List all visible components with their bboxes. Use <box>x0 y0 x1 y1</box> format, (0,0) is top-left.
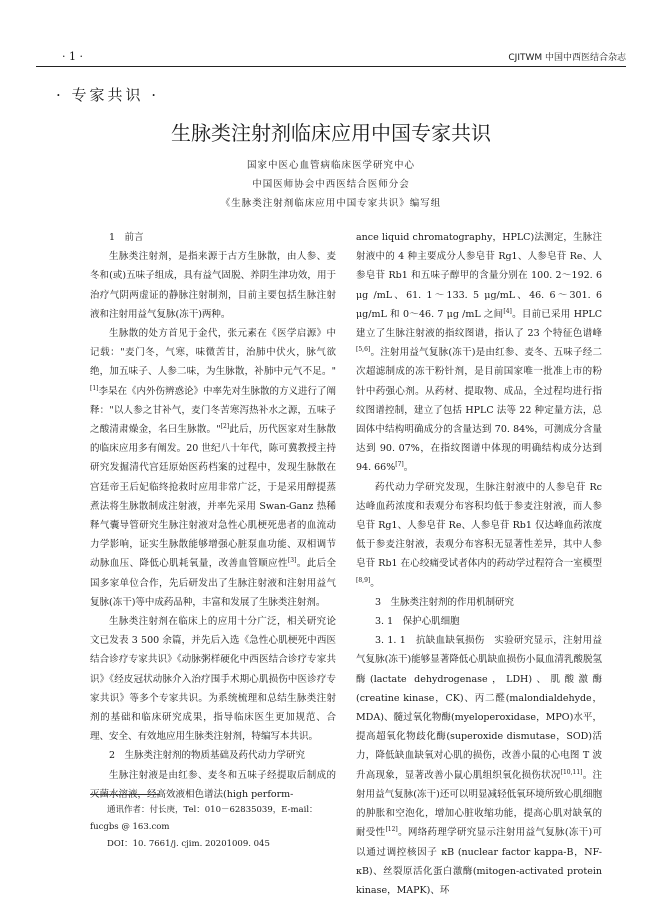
citation: [1] <box>90 384 99 392</box>
left-column <box>90 228 336 804</box>
journal-name: CJITWM 中国中西医结合杂志 <box>508 53 626 63</box>
paragraph: 生脉注射液是由红参、麦冬和五味子经提取后制成的灭菌水溶液，经高效液相色谱法(high perform- <box>90 769 336 800</box>
paragraph: 生脉类注射剂在临床上的应用十分广泛，相关研究论文已发表 3 500 余篇，并先后入选《急性心肌梗死中西医结合诊疗专家共识》《动脉粥样硬化中西医结合诊疗专家共识》《经皮冠状动脉介入治疗围手术期心肌损伤中医诊疗专家共识》等多个专家共识。为系统梳理和总结生脉类注射剂的基础和临床研究成果，指导临床医生更加规范、合理、安全、有效地应用生脉类注射剂，特编写本共识。 <box>90 616 336 743</box>
section-heading: 2 生脉类注射剂的物质基础及药代动力学研究 <box>109 750 306 762</box>
subsection-heading: 3. 1 保护心肌细胞 <box>375 616 460 628</box>
citation: [2] <box>220 422 230 430</box>
section-heading: 1 前言 <box>109 232 144 243</box>
citation: [8,9] <box>356 576 371 584</box>
citation: [7] <box>395 461 404 469</box>
paper-title: 生脉类注射剂临床应用中国专家共识 <box>171 121 491 145</box>
paragraph: 生脉类注射剂，是指来源于古方生脉散，由人参、麦冬和(或)五味子组成，具有益气固脱、养阴生津功效，用于治疗气阴两虚证的静脉注射制剂，目前主要包括生脉注射液和注射用益气复脉(冻干)两种。 <box>90 251 336 320</box>
author-line: 国家中医心血管病临床医学研究中心 <box>246 160 415 171</box>
section-heading: 3 生脉类注射剂的作用机制研究 <box>375 596 515 608</box>
paragraph: 药代动力学研究发现，生脉注射液中的人参皂苷 Rc 达峰血药浓度和表观分布容积均低于参麦注射液，而人参皂苷 Rg1、人参皂苷 Re、人参皂苷 Rb1 仅达峰血药浓度低于参麦注射液，表观分布容积无显著性差异，其中人参皂苷 Rb1 在心绞痛受试者体内的药动学过程符合一室模型[8,9]。 <box>356 481 602 589</box>
right-column <box>356 228 602 900</box>
author-line: 《生脉类注射剂临床应用中国专家共识》编写组 <box>220 198 442 209</box>
footnote-rule <box>90 794 160 795</box>
citation: [12] <box>385 826 398 834</box>
citation: [3] <box>287 557 297 565</box>
citation: [4] <box>503 307 512 315</box>
author-line: 中国医师协会中西医结合医师分会 <box>252 179 410 190</box>
author-block <box>0 156 662 213</box>
doi: DOI：10. 7661/j. cjim. 20201009. 045 <box>107 839 270 849</box>
paragraph: 3. 1. 1 抗缺血缺氧损伤 实验研究显示，注射用益气复脉(冻干)能够显著降低心肌缺血损伤小鼠血清乳酸脱氢酶(lactate dehydrogenase，LDH)、肌酸激酶(creatine kinase，CK)、丙二醛(malondialdehyde，MDA)、髓过氧化物酶(myeloperoxidase，MPO)水平，提高超氧化物歧化酶(superoxide dismutase，SOD)活力，降低缺血缺氧对心肌的损伤，改善小鼠的心电图 T 波升高现象，显著改善小鼠心肌组织氧化损伤状况[10,11]。注射用益气复脉(冻干)还可以明显减轻低氧环境所致心肌细胞的肿胀和空泡化，增加心脏收缩功能，提高心肌对缺氧的耐受性[12]。网络药理学研究显示注射用益气复脉(冻干)可以通过调控核因子 κB (nuclear factor kappa-B，NF-κB)、丝裂原活化蛋白激酶(mitogen-activated protein kinase，MAPK)、环 <box>356 635 602 896</box>
paragraph: 生脉散的处方首见于金代，张元素在《医学启源》中记载："麦门冬，气寒，味微苦甘，治肺中伏火，脉气欲绝，加五味子、人参二味，为生脉散，补肺中元气不足。"[1]李杲在《内外伤辨惑论》中率先对生脉散的方义进行了阐释："以人参之甘补气，麦门冬苦寒泻热补水之源，五味子之酸清肃燥金，名曰生脉散。"[2]此后，历代医家对生脉散的临床应用多有阐发。20 世纪八十年代，陈可冀教授主持研究发掘清代宫廷原始医药档案的过程中，发现生脉散在宫廷帝王后妃临终抢救时应用非常广泛，于是采用醇提蒸煮法将生脉散制成注射液，并率先采用 Swan-Ganz 热稀释气囊导管研究生脉注射液对急性心肌梗死患者的血流动力学影响，证实生脉散能够增强心脏泵血功能、双相调节动脉血压、降低心肌耗氧量，改善血管顺应性[3]。此后全国多家单位合作，先后研发出了生脉注射液和注射用益气复脉(冻干)等中成药品种，丰富和发展了生脉类注射剂。 <box>90 328 337 608</box>
corresponding-author: 通讯作者：付长庚，Tel：010－62835039，E-mail：fucgbs @ 163.com <box>90 805 318 832</box>
footnote <box>90 802 340 853</box>
header-rule <box>36 66 626 67</box>
citation: [5,6] <box>356 346 371 354</box>
paragraph: ance liquid chromatography，HPLC)法测定，生脉注射液中的 4 种主要成分人参皂苷 Rg1、人参皂苷 Re、人参皂苷 Rb1 和五味子醇甲的含量分别在 100. 2～192. 6 μg /mL、61. 1～133. 5 μg/mL、46. 6～301. 6 μg/mL 和 0～46. 7 μg /mL 之间[4]。目前已采用 HPLC 建立了生脉注射液的指纹图谱，指认了 23 个特征色谱峰[5,6]。注射用益气复脉(冻干)是由红参、麦冬、五味子经二次超滤制成的冻干粉针剂，是目前国家唯一批准上市的粉针中药强心剂。从药材、提取物、成品，全过程均进行指纹图谱控制，建立了包括 HPLC 法等 22 种定量方法，总固体中结构明确成分的含量达到 70. 84%，可测成分含量达到 90. 07%，在指纹图谱中体现的明确结构成分达到 94. 66%[7]。 <box>356 232 602 474</box>
page-number: · 1 · <box>62 50 83 63</box>
citation: [10,11] <box>560 768 583 776</box>
section-label: · 专家共识 · <box>56 86 160 104</box>
